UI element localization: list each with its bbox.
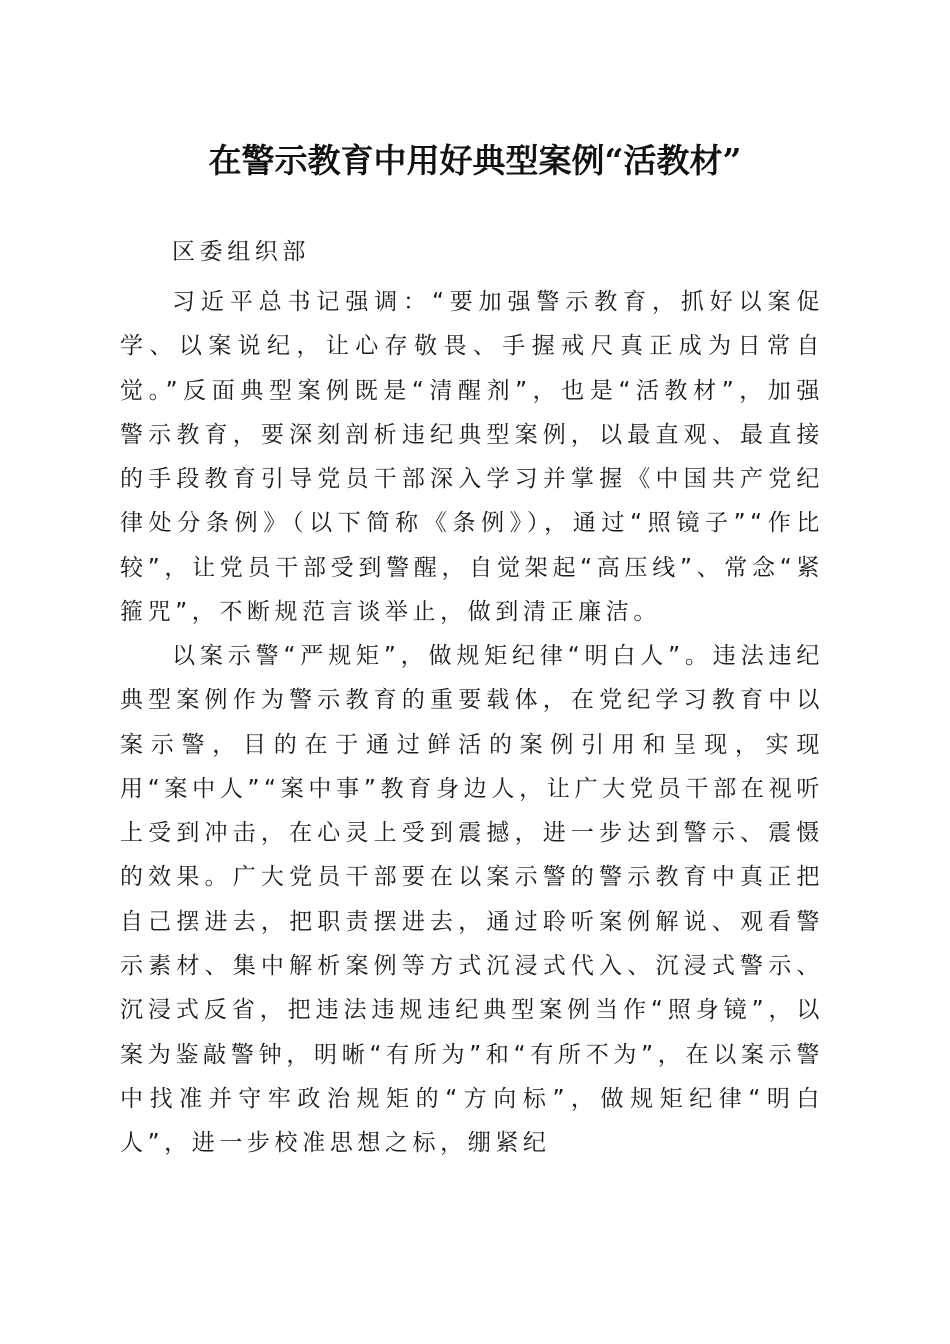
document-title: 在警示教育中用好典型案例“活教材” — [208, 141, 742, 180]
paragraph-1: 习近平总书记强调：“要加强警示教育，抓好以案促学、以案说纪，让心存敬畏、手握戒尺真正成为日常自觉。”反面典型案例既是“清醒剂”，也是“活教材”，加强警示教育，要深刻剖析违纪典型案例，以最直观、最直接的手段教育引导党员干部深入学习并掌握《中国共产党纪律处分条例》（以下简称《条例》），通过“照镜子”“作比较”，让党员干部受到警醒，自觉架起“高压线”、常念“紧箍咒”，不断规范言谈举止，做到清正廉洁。 — [120, 289, 824, 626]
paragraph-2: 以案示警“严规矩”，做规矩纪律“明白人”。违法违纪典型案例作为警示教育的重要载体，在党纪学习教育中以案示警，目的在于通过鲜活的案例引用和呈现，实现用“案中人”“案中事”教育身边人，让广大党员干部在视听上受到冲击，在心灵上受到震撼，进一步达到警示、震慑的效果。广大党员干部要在以案示警的警示教育中真正把自己摆进去，把职责摆进去，通过聆听案例解说、观看警示素材、集中解析案例等方式沉浸式代入、沉浸式警示、沉浸式反省，把违法违规违纪典型案例当作“照身镜”，以案为鉴敲警钟，明晰“有所为”和“有所不为”，在以案示警中找准并守牢政治规矩的“方向标”，做规矩纪律“明白人”，进一步校准思想之标，绷紧纪 — [120, 643, 824, 1157]
author-line: 区委组织部 — [172, 239, 310, 265]
